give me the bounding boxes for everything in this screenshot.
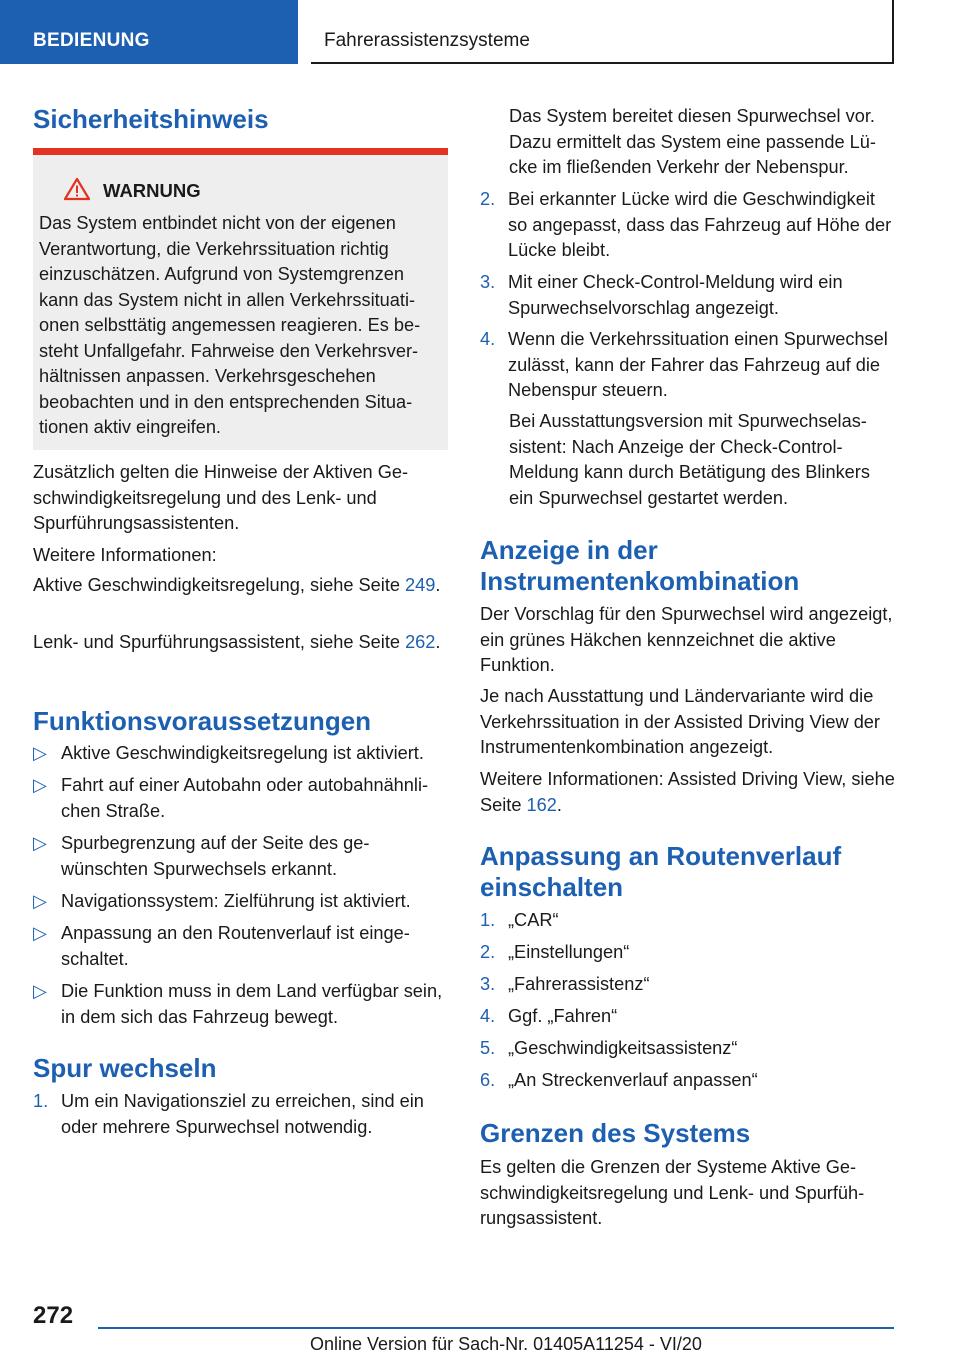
step-number: 5. [480,1038,496,1058]
paragraph-display-1: Der Vorschlag für den Spurwechsel wird angezeigt, ein grünes Häkchen kennzeichnet die aktive Funktion. [480,604,893,675]
warning-triangle-icon [63,177,91,201]
list-item: 3. „Fahrerassistenz“ [480,972,898,998]
step-number: 1. [33,1091,49,1111]
list-item: 1. „CAR“ [480,908,898,934]
triangle-bullet-icon: ▷ [33,743,47,763]
triangle-bullet-icon: ▷ [33,923,47,943]
step-number: 6. [480,1070,496,1090]
paragraph-more-info: Weitere Informationen: [33,545,217,565]
triangle-bullet-icon: ▷ [33,981,47,1001]
page-link-162[interactable]: 162 [526,794,557,815]
paragraph-additional: Zusätzlich gelten die Hinweise der Aktiven Geschwindigkeitsregelung und des Lenk- und Spurführungsassistenten. [33,462,409,533]
step-number: 1. [480,910,496,930]
page-number: 272 [33,1302,74,1329]
page-link-262[interactable]: 262 [405,632,436,652]
list-item: ▷ Aktive Geschwindigkeitsregelung ist aktiviert. [33,741,448,767]
paragraph-display-3: Weitere Informationen: Assisted Driving View, siehe Seite 162. [480,769,895,815]
step-number: 2. [480,942,496,962]
triangle-bullet-icon: ▷ [33,775,47,795]
list-item: 4. Wenn die Verkehrssituation einen Spurwechsel zulässt, kann der Fahrer das Fahrzeug auf die Nebenspur steuern. [480,329,888,400]
step-number: 4. [480,329,496,349]
triangle-bullet-icon: ▷ [33,891,47,911]
heading-route: Anpassung an Routenverlauf einschalten [480,841,842,902]
heading-lane-change: Spur wechseln [33,1053,217,1083]
reference-speed-control [33,573,448,599]
reference-period: . [435,575,441,595]
reference-text: Aktive Geschwindigkeitsregelung, siehe Seite [33,575,406,595]
page-link-249[interactable]: 249 [405,575,436,595]
list-item: ▷ Anpassung an den Routenverlauf ist eingeschaltet. [33,923,410,969]
footer-text: Online Version für Sach-Nr. 01405A11254 - VI/20 [310,1334,702,1354]
step-number: 3. [480,974,496,994]
step-number: 3. [480,272,496,292]
header-section-label: BEDIENUNG [33,30,150,51]
footer-divider [98,1327,894,1329]
warning-text: Das System entbindet nicht von der eigenen Verantwortung, die Verkehrssituation richtig einzuschätzen. Aufgrund von Systemgrenzen kann das System nicht in allen Verkehrssituationen selbsttätig angemessen reagieren. Es besteht Unfallgefahr. Fahrweise den Verkehrsverhältnissen anpassen. Verkehrsgeschehen beobachten und in den entsprechenden Situationen aktiv eingreifen. [39,213,421,437]
paragraph-step4-continued: Bei Ausstattungsversion mit Spurwechselassistent: Nach Anzeige der Check-Control-Meldung kann durch Betätigung des Blinkers ein Spurwechsel gestartet werden. [509,411,870,508]
reference-lane-assist [33,630,448,656]
paragraph-display-2: Je nach Ausstattung und Ländervariante wird die Verkehrssituation in der Assisted Driving View der Instrumentenkombination angezeigt. [480,686,880,757]
paragraph-step1-continued: Das System bereitet diesen Spurwechsel vor. Dazu ermittelt das System eine passende Lücke im fließenden Verkehr der Nebenspur. [509,106,876,177]
reference-period: . [435,632,441,652]
heading-display: Anzeige in der Instrumentenkombination [480,535,800,596]
warning-title: WARNUNG [103,180,201,201]
header-chapter [311,0,894,64]
list-item: 4. Ggf. „Fahren“ [480,1004,898,1030]
heading-requirements: Funktionsvoraussetzungen [33,706,372,736]
list-item: 2. „Einstellungen“ [480,940,898,966]
list-item: ▷ Navigationssystem: Zielführung ist aktiviert. [33,889,448,915]
step-number: 4. [480,1006,496,1026]
list-item: ▷ Fahrt auf einer Autobahn oder autobahnähnlichen Straße. [33,775,429,821]
step-number: 2. [480,189,496,209]
list-item: 1. Um ein Navigationsziel zu erreichen, sind ein oder mehrere Spurwechsel notwendig. [33,1091,424,1137]
heading-limits: Grenzen des Systems [480,1118,751,1148]
list-item: 3. Mit einer Check-Control-Meldung wird ein Spurwechselvorschlag angezeigt. [480,272,843,318]
list-item: ▷ Die Funktion muss in dem Land verfügbar sein, in dem sich das Fahrzeug bewegt. [33,981,443,1027]
header-section [0,0,298,64]
list-item: 2. Bei erkannter Lücke wird die Geschwindigkeit so angepasst, dass das Fahrzeug auf Höhe der Lücke bleibt. [480,189,892,260]
heading-safety: Sicherheitshinweis [33,104,269,134]
paragraph-limits: Es gelten die Grenzen der Systeme Aktive Geschwindigkeitsregelung und Lenk- und Spurführungsassistent. [480,1157,865,1228]
header-chapter-label: Fahrerassistenzsysteme [324,30,530,51]
triangle-bullet-icon: ▷ [33,833,47,853]
list-item: 5. „Geschwindigkeitsassistenz“ [480,1036,898,1062]
list-item: 6. „An Streckenverlauf anpassen“ [480,1068,898,1094]
warning-box [33,148,448,450]
list-item: ▷ Spurbegrenzung auf der Seite des gewünschten Spurwechsels erkannt. [33,833,370,879]
reference-text: Lenk- und Spurführungsassistent, siehe Seite [33,632,406,652]
